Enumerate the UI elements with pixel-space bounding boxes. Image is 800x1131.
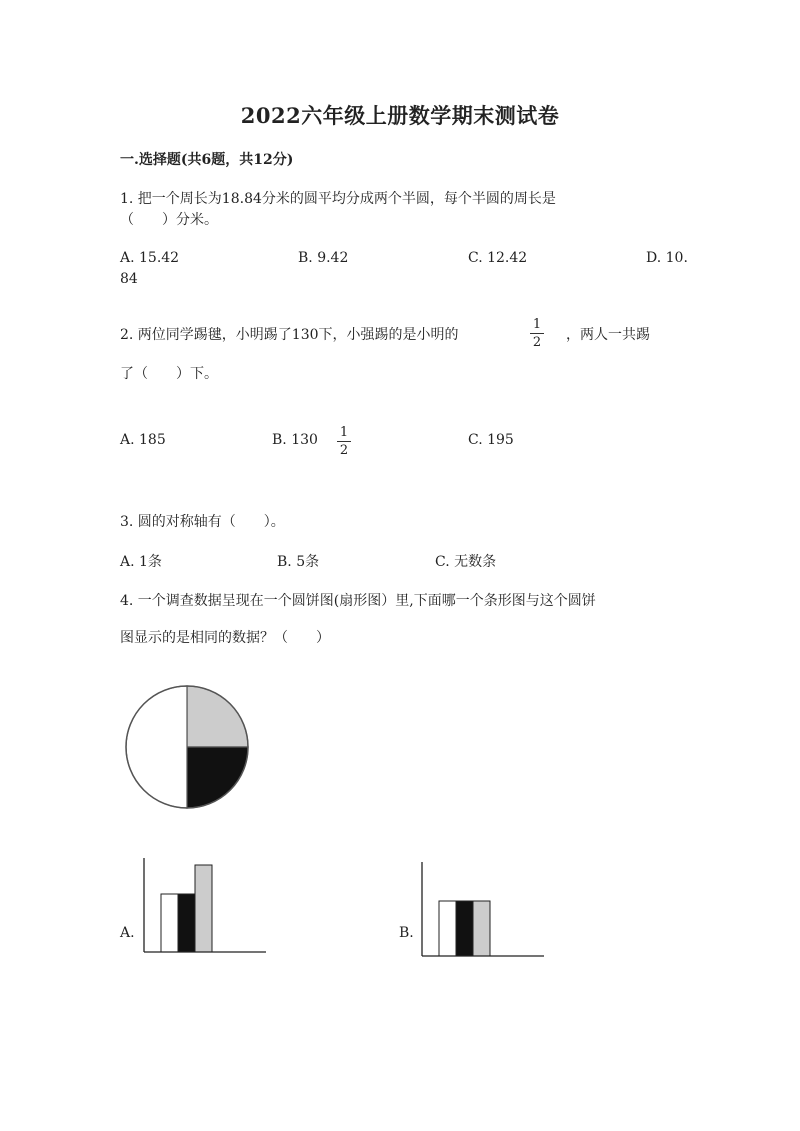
question-1-option-d-wrap: 84 xyxy=(120,271,138,287)
question-1-option-c: C. 12.42 xyxy=(468,250,528,266)
pie-slice-white xyxy=(126,686,187,808)
fraction-denominator: 2 xyxy=(532,335,542,350)
question-2-line-1: 2. 两位同学踢毽，小明踢了130下，小强踢的是小明的 xyxy=(120,327,459,343)
pie-slice-black xyxy=(187,747,248,808)
question-1-option-a: A. 15.42 xyxy=(120,250,180,266)
fraction-bar xyxy=(530,333,544,334)
fraction-numerator: 1 xyxy=(532,317,542,332)
question-2-option-b: B. 130 xyxy=(272,432,318,448)
question-4-line-2: 图显示的是相同的数据？（ ） xyxy=(120,630,330,646)
fraction-numerator: 1 xyxy=(339,425,349,440)
question-2-fraction xyxy=(530,318,544,349)
pie-slice-light-gray xyxy=(187,686,248,747)
bar-chart-option-a xyxy=(140,856,270,956)
fraction-denominator: 2 xyxy=(339,443,349,458)
bar-option-b-label: B. xyxy=(399,925,414,941)
bar-white xyxy=(161,894,178,952)
bar-light-gray xyxy=(195,865,212,952)
question-4-line-1: 4. 一个调查数据呈现在一个圆饼图(扇形图）里,下面哪一个条形图与这个圆饼 xyxy=(120,593,596,609)
question-3-line-1: 3. 圆的对称轴有（ ）。 xyxy=(120,514,285,530)
question-3-option-c: C. 无数条 xyxy=(435,554,497,570)
bar-option-a-label: A. xyxy=(120,925,135,941)
bar-chart-option-b xyxy=(418,860,548,960)
question-2-option-a: A. 185 xyxy=(120,432,166,448)
question-3-option-b: B. 5条 xyxy=(277,554,320,570)
question-2-line-2: 了（ ）下。 xyxy=(120,366,218,382)
fraction-bar xyxy=(337,441,351,442)
question-1-line-2: （ ）分米。 xyxy=(120,212,218,228)
question-2-option-b-fraction xyxy=(337,426,351,457)
pie-chart xyxy=(121,681,253,813)
bar-light-gray xyxy=(473,901,490,956)
bar-white xyxy=(439,901,456,956)
question-1-line-1: 1. 把一个周长为18.84分米的圆平均分成两个半圆，每个半圆的周长是 xyxy=(120,191,556,207)
question-2-option-c: C. 195 xyxy=(468,432,514,448)
question-2-line-1-end: ，两人一共踢 xyxy=(566,327,650,343)
question-1-option-b: B. 9.42 xyxy=(298,250,349,266)
question-1-option-d: D. 10. xyxy=(646,250,688,266)
bar-black xyxy=(456,901,473,956)
page-title: 2022六年级上册数学期末测试卷 xyxy=(240,103,560,128)
section-heading: 一.选择题(共6题，共12分) xyxy=(120,152,294,168)
question-3-option-a: A. 1条 xyxy=(120,554,162,570)
bar-black xyxy=(178,894,195,952)
